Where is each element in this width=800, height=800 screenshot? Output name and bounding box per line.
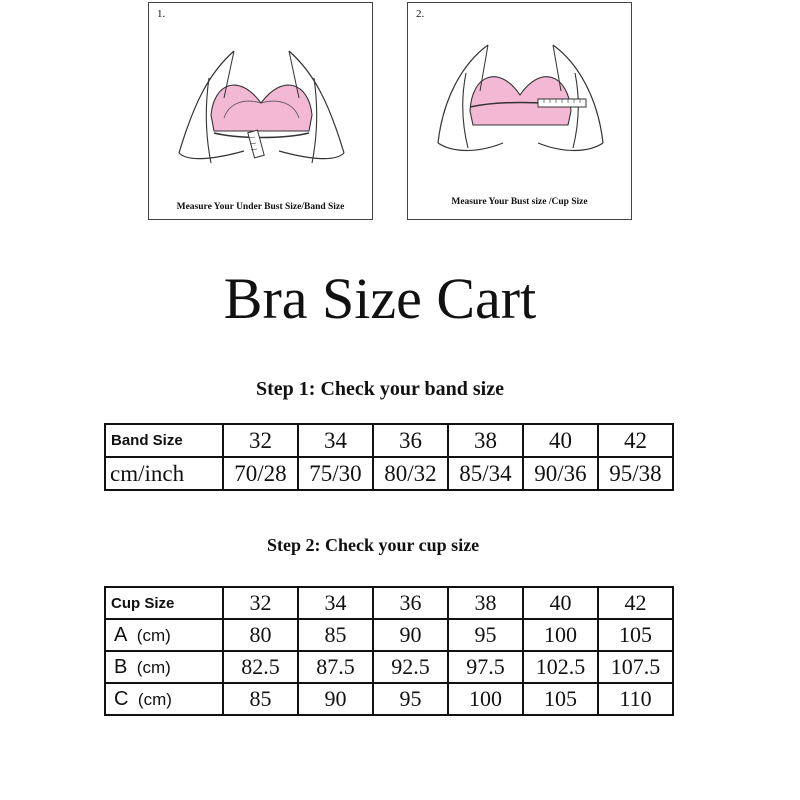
band-size-cell: 38 bbox=[448, 424, 523, 457]
table-header-row bbox=[105, 424, 673, 457]
cup-value-cell: 105 bbox=[523, 683, 598, 715]
band-value-cell: 80/32 bbox=[373, 457, 448, 490]
band-size-header: Band Size bbox=[105, 424, 223, 457]
table-row bbox=[105, 651, 673, 683]
cup-value-cell: 105 bbox=[598, 619, 673, 651]
cup-unit: (cm) bbox=[136, 657, 171, 677]
cup-size-cell: 42 bbox=[598, 587, 673, 619]
panel-number: 2. bbox=[416, 8, 425, 20]
cup-size-table bbox=[104, 586, 674, 716]
cup-value-cell: 80 bbox=[223, 619, 298, 651]
step1-title: Step 1: Check your band size bbox=[256, 378, 504, 400]
cup-size-header: Cup Size bbox=[105, 587, 223, 619]
cup-value-cell: 90 bbox=[373, 619, 448, 651]
band-value-cell: 90/36 bbox=[523, 457, 598, 490]
cup-size-cell: 40 bbox=[523, 587, 598, 619]
row-label-b bbox=[105, 651, 223, 683]
band-size-cell: 34 bbox=[298, 424, 373, 457]
band-size-cell: 42 bbox=[598, 424, 673, 457]
measure-panel-cup bbox=[407, 2, 632, 220]
band-value-cell: 95/38 bbox=[598, 457, 673, 490]
band-size-table bbox=[104, 423, 674, 491]
table-header-row bbox=[105, 587, 673, 619]
cup-letter: B bbox=[114, 655, 128, 678]
cup-value-cell: 107.5 bbox=[598, 651, 673, 683]
table-row bbox=[105, 457, 673, 490]
measure-panel-band bbox=[148, 2, 373, 220]
cup-letter: A bbox=[114, 623, 128, 646]
cup-value-cell: 110 bbox=[598, 683, 673, 715]
step2-title: Step 2: Check your cup size bbox=[267, 535, 480, 555]
band-measure-illustration bbox=[149, 3, 374, 221]
band-size-cell: 32 bbox=[223, 424, 298, 457]
cup-value-cell: 100 bbox=[523, 619, 598, 651]
panel-caption: Measure Your Under Bust Size/Band Size bbox=[176, 202, 345, 212]
table-row bbox=[105, 619, 673, 651]
cup-letter: C bbox=[114, 687, 129, 710]
cup-value-cell: 82.5 bbox=[223, 651, 298, 683]
panel-caption: Measure Your Bust size /Cup Size bbox=[451, 197, 588, 207]
cup-value-cell: 95 bbox=[448, 619, 523, 651]
cup-size-cell: 36 bbox=[373, 587, 448, 619]
cup-size-cell: 32 bbox=[223, 587, 298, 619]
band-value-cell: 70/28 bbox=[223, 457, 298, 490]
page-title: Bra Size Cart bbox=[223, 266, 537, 331]
row-label-a bbox=[105, 619, 223, 651]
cup-value-cell: 102.5 bbox=[523, 651, 598, 683]
cup-measure-illustration bbox=[408, 3, 633, 221]
cup-value-cell: 85 bbox=[223, 683, 298, 715]
table-row bbox=[105, 683, 673, 715]
cup-unit: (cm) bbox=[136, 625, 171, 645]
cup-size-cell: 38 bbox=[448, 587, 523, 619]
band-value-cell: 85/34 bbox=[448, 457, 523, 490]
cup-value-cell: 92.5 bbox=[373, 651, 448, 683]
cup-value-cell: 87.5 bbox=[298, 651, 373, 683]
cup-value-cell: 95 bbox=[373, 683, 448, 715]
cup-value-cell: 97.5 bbox=[448, 651, 523, 683]
band-size-cell: 40 bbox=[523, 424, 598, 457]
cup-value-cell: 90 bbox=[298, 683, 373, 715]
cup-size-cell: 34 bbox=[298, 587, 373, 619]
cup-value-cell: 85 bbox=[298, 619, 373, 651]
row-label-cm-inch: cm/inch bbox=[105, 457, 223, 490]
band-size-cell: 36 bbox=[373, 424, 448, 457]
cup-value-cell: 100 bbox=[448, 683, 523, 715]
band-value-cell: 75/30 bbox=[298, 457, 373, 490]
row-label-c bbox=[105, 683, 223, 715]
panel-number: 1. bbox=[157, 8, 166, 20]
cup-unit: (cm) bbox=[137, 689, 172, 709]
